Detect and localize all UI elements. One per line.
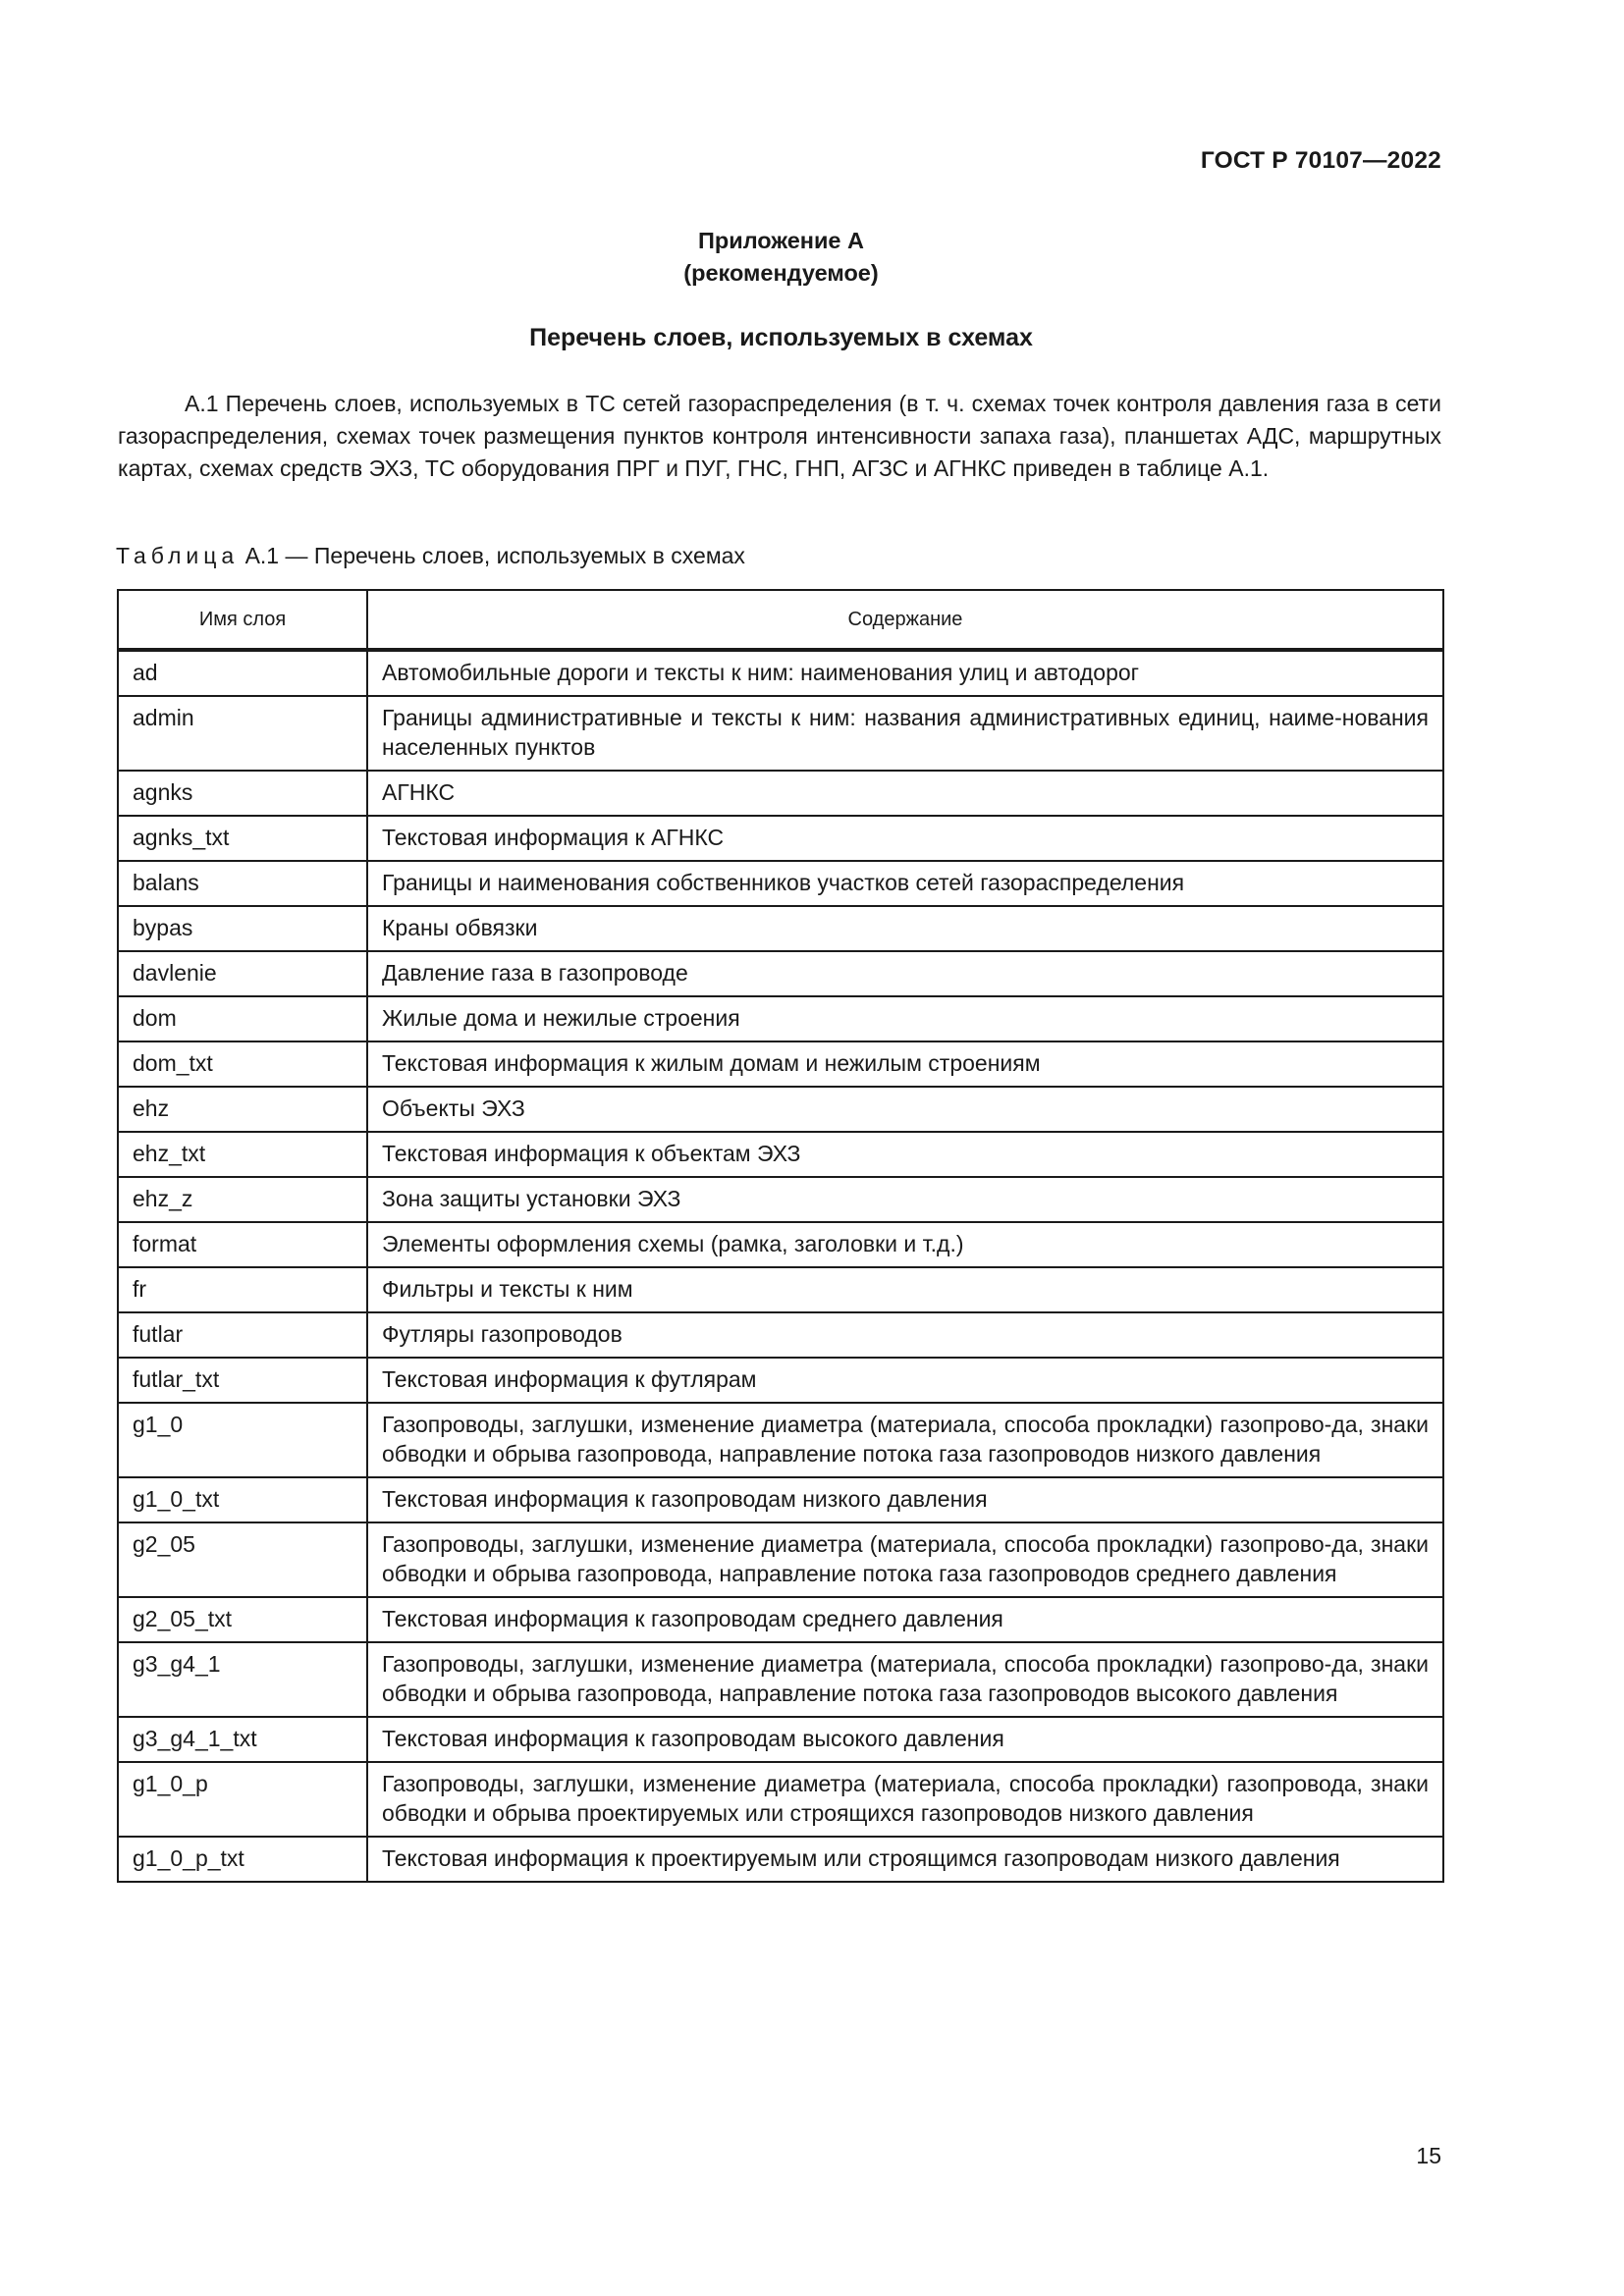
table-row: [118, 1477, 1443, 1522]
layer-content-cell: Границы административные и тексты к ним: названия административных единиц, наиме-нования населенных пунктов: [367, 696, 1443, 771]
page-number: 15: [1416, 2143, 1441, 2168]
layer-content-cell: Жилые дома и нежилые строения: [367, 996, 1443, 1041]
layer-name-cell: g2_05: [118, 1522, 367, 1597]
table-row: [118, 1358, 1443, 1403]
table-row: [118, 1177, 1443, 1222]
layer-name-cell: g3_g4_1: [118, 1642, 367, 1717]
table-row: [118, 1717, 1443, 1762]
layer-name-cell: davlenie: [118, 951, 367, 996]
table-row: [118, 1403, 1443, 1477]
layer-content-cell: Краны обвязки: [367, 906, 1443, 951]
layer-content-cell: Текстовая информация к газопроводам высокого давления: [367, 1717, 1443, 1762]
layer-content-cell: Текстовая информация к АГНКС: [367, 816, 1443, 861]
layer-content-cell: АГНКС: [367, 771, 1443, 816]
layer-name-cell: g1_0_p_txt: [118, 1837, 367, 1882]
appendix-title: Приложение А: [698, 228, 864, 253]
layer-name-cell: g1_0_txt: [118, 1477, 367, 1522]
layer-content-cell: Зона защиты установки ЭХЗ: [367, 1177, 1443, 1222]
layer-content-cell: Газопроводы, заглушки, изменение диаметра (материала, способа прокладки) газопрово-да, знаки обводки и обрыва газопровода, направление потока газа газопроводов среднего давления: [367, 1522, 1443, 1597]
table-caption-label: Таблица: [116, 543, 240, 568]
table-row: [118, 906, 1443, 951]
document-code: ГОСТ Р 70107—2022: [1200, 147, 1441, 174]
layers-table: [117, 589, 1444, 1883]
appendix-subtitle: (рекомендуемое): [683, 260, 879, 286]
layer-name-cell: dom_txt: [118, 1041, 367, 1087]
table-caption-text: А.1 — Перечень слоев, используемых в схемах: [244, 543, 745, 568]
section-heading: Перечень слоев, используемых в схемах: [529, 324, 1033, 351]
layer-content-cell: Объекты ЭХЗ: [367, 1087, 1443, 1132]
table-row: [118, 1522, 1443, 1597]
table-row: [118, 1837, 1443, 1882]
table-row: [118, 1642, 1443, 1717]
layer-name-cell: futlar_txt: [118, 1358, 367, 1403]
layer-content-cell: Границы и наименования собственников участков сетей газораспределения: [367, 861, 1443, 906]
table-row: [118, 1041, 1443, 1087]
table-row: [118, 1222, 1443, 1267]
intro-paragraph: А.1 Перечень слоев, используемых в ТС сетей газораспределения (в т. ч. схемах точек контроля давления газа в сети газораспределения, схемах точек размещения пунктов контроля интенсивности запаха газа), планшетах АДС, маршрутных картах, схемах средств ЭХЗ, ТС оборудования ПРГ и ПУГ, ГНС, ГНП, АГЗС и АГНКС приведен в таблице А.1.: [118, 391, 1441, 481]
layer-content-cell: Текстовая информация к газопроводам среднего давления: [367, 1597, 1443, 1642]
table-row: [118, 650, 1443, 696]
layer-name-cell: balans: [118, 861, 367, 906]
table-row: [118, 861, 1443, 906]
layer-name-cell: ehz: [118, 1087, 367, 1132]
table-header-row: [118, 590, 1443, 650]
layer-name-cell: futlar: [118, 1312, 367, 1358]
layer-content-cell: Газопроводы, заглушки, изменение диаметра (материала, способа прокладки) газопрово-да, знаки обводки и обрыва газопровода, направление потока газа газопроводов низкого давления: [367, 1403, 1443, 1477]
table-row: [118, 996, 1443, 1041]
table-row: [118, 951, 1443, 996]
layer-name-cell: admin: [118, 696, 367, 771]
layer-content-cell: Текстовая информация к футлярам: [367, 1358, 1443, 1403]
layer-name-cell: format: [118, 1222, 367, 1267]
table-row: [118, 1597, 1443, 1642]
layer-name-cell: g3_g4_1_txt: [118, 1717, 367, 1762]
layer-content-cell: Текстовая информация к проектируемым или строящимся газопроводам низкого давления: [367, 1837, 1443, 1882]
table-row: [118, 771, 1443, 816]
layer-content-cell: Газопроводы, заглушки, изменение диаметра (материала, способа прокладки) газопрово-да, знаки обводки и обрыва газопровода, направление потока газа газопроводов высокого давления: [367, 1642, 1443, 1717]
table-row: [118, 1312, 1443, 1358]
layer-name-cell: agnks_txt: [118, 816, 367, 861]
table-body: [118, 650, 1443, 1882]
table-row: [118, 696, 1443, 771]
layer-name-cell: g1_0: [118, 1403, 367, 1477]
layer-content-cell: Элементы оформления схемы (рамка, заголовки и т.д.): [367, 1222, 1443, 1267]
layer-name-cell: bypas: [118, 906, 367, 951]
layer-content-cell: Текстовая информация к жилым домам и нежилым строениям: [367, 1041, 1443, 1087]
layer-content-cell: Текстовая информация к газопроводам низкого давления: [367, 1477, 1443, 1522]
layer-name-cell: fr: [118, 1267, 367, 1312]
layer-name-cell: dom: [118, 996, 367, 1041]
layer-content-cell: Давление газа в газопроводе: [367, 951, 1443, 996]
layer-name-cell: ehz_txt: [118, 1132, 367, 1177]
table-row: [118, 816, 1443, 861]
layer-content-cell: Футляры газопроводов: [367, 1312, 1443, 1358]
layer-name-cell: ehz_z: [118, 1177, 367, 1222]
column-header-name: Имя слоя: [118, 590, 367, 650]
layer-content-cell: Автомобильные дороги и тексты к ним: наименования улиц и автодорог: [367, 650, 1443, 696]
table-row: [118, 1132, 1443, 1177]
table-row: [118, 1087, 1443, 1132]
table-caption: [116, 543, 745, 569]
layer-content-cell: Фильтры и тексты к ним: [367, 1267, 1443, 1312]
layer-content-cell: Текстовая информация к объектам ЭХЗ: [367, 1132, 1443, 1177]
table-row: [118, 1762, 1443, 1837]
column-header-content: Содержание: [367, 590, 1443, 650]
layer-name-cell: g1_0_p: [118, 1762, 367, 1837]
layer-content-cell: Газопроводы, заглушки, изменение диаметра (материала, способа прокладки) газопровода, знаки обводки и обрыва проектируемых или строящихся газопроводов низкого давления: [367, 1762, 1443, 1837]
table-row: [118, 1267, 1443, 1312]
layer-name-cell: agnks: [118, 771, 367, 816]
layer-name-cell: ad: [118, 650, 367, 696]
layer-name-cell: g2_05_txt: [118, 1597, 367, 1642]
